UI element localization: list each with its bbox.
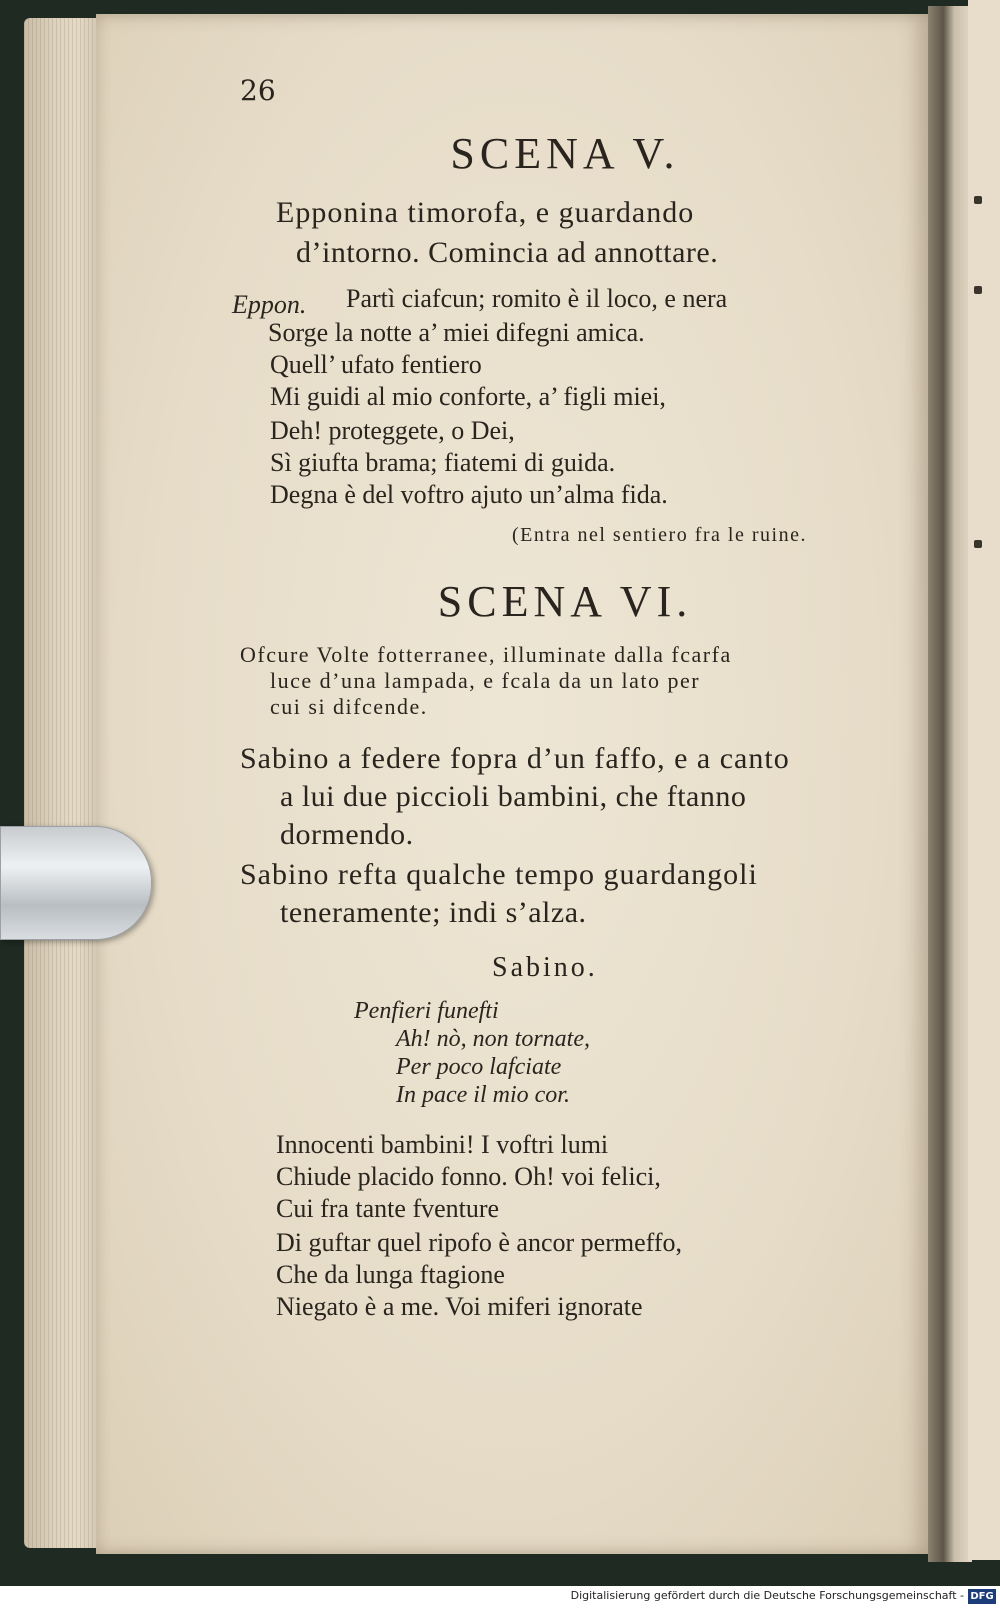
stage-direction-line: d’intorno. Comincia ad annottare. xyxy=(296,236,719,269)
verse-line: Partì ciafcun; romito è il loco, e nera xyxy=(346,284,728,313)
book-page-edges xyxy=(24,18,100,1548)
stage-direction-line: Sabino refta qualche tempo guardangoli xyxy=(240,858,758,891)
verse-line: Deh! proteggete, o Dei, xyxy=(270,416,515,445)
digitization-credit: Digitalisierung gefördert durch die Deutsche Forschungsgemeinschaft - xyxy=(570,1589,964,1602)
dfg-logo: DFG xyxy=(968,1589,996,1604)
aria-line: Per poco lafciate xyxy=(396,1054,562,1080)
verse-line: Di guftar quel ripofo è ancor permeffo, xyxy=(276,1228,682,1257)
setting-line: Ofcure Volte fotterranee, illuminate dalla fcarfa xyxy=(240,642,732,667)
verse-line: Sorge la notte a’ miei difegni amica. xyxy=(268,318,645,347)
verse-line: Chiude placido fonno. Oh! voi felici, xyxy=(276,1162,661,1191)
verse-line: Mi guidi al mio conforte, a’ figli miei, xyxy=(270,382,666,411)
stage-direction-line: Sabino a federe fopra d’un faffo, e a canto xyxy=(240,742,790,775)
verse-line: Cui fra tante fventure xyxy=(276,1194,500,1223)
stage-direction-line: Epponina timorofa, e guardando xyxy=(276,196,695,229)
facing-page-sliver xyxy=(968,0,1000,1560)
verse-line: Innocenti bambini! I voftri lumi xyxy=(276,1130,609,1159)
verse-line: Quell’ ufato fentiero xyxy=(270,350,482,379)
stage-direction-line: a lui due piccioli bambini, che ftanno xyxy=(280,780,747,813)
verse-line: Niegato è a me. Voi miferi ignorate xyxy=(276,1292,643,1321)
scene-6-heading: SCENA VI. xyxy=(437,577,693,626)
speaker-label: Eppon. xyxy=(232,290,307,319)
page-clip xyxy=(0,826,152,940)
verse-line: Che da lunga ftagione xyxy=(276,1260,505,1289)
aria-line: Ah! nò, non tornate, xyxy=(396,1026,590,1052)
setting-line: cui si difcende. xyxy=(270,694,428,719)
setting-line: luce d’una lampada, e fcala da un lato per xyxy=(270,668,701,693)
stage-direction-line: teneramente; indi s’alza. xyxy=(280,896,587,929)
exit-direction: (Entra nel sentiero fra le ruine. xyxy=(512,524,807,546)
aria-line: In pace il mio cor. xyxy=(396,1082,570,1108)
verse-line: Sì giufta brama; fiatemi di guida. xyxy=(270,448,616,477)
stage-direction-line: dormendo. xyxy=(280,818,414,851)
book-gutter xyxy=(928,6,972,1562)
scene-5-heading: SCENA V. xyxy=(450,129,680,178)
speaker-label: Sabino. xyxy=(492,952,598,983)
verse-line: Degna è del voftro ajuto un’alma fida. xyxy=(270,480,668,509)
aria-line: Penfieri funefti xyxy=(354,998,499,1024)
page-number: 26 xyxy=(240,74,276,107)
